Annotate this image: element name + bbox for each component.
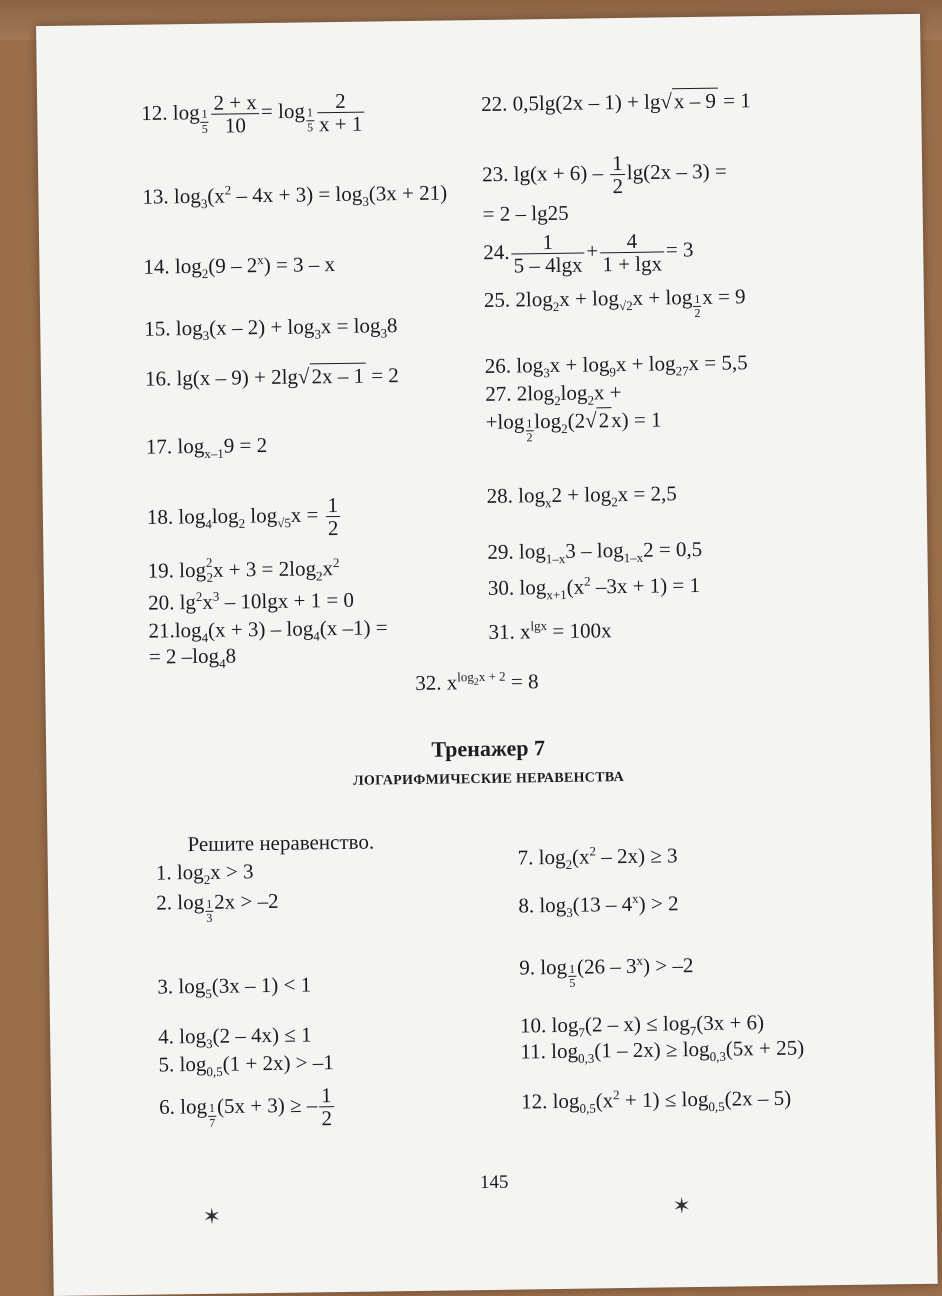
staple-mark-right: ✶ — [672, 1193, 692, 1219]
equation-28: 28. $\log_x2 + \log_2x = 2,5$ — [486, 481, 677, 511]
equation-27-continued: +log $\frac{1}{2}$ $\log_2(2√2x) = 1$ — [485, 407, 662, 445]
equation-16: 16. lg(x – 9) + 2lg√2x – 1 = 2 — [144, 363, 399, 391]
inequality-1: 1. $\log_2x > 3$ — [155, 859, 254, 888]
equation-26: 26. $\log_3x + \log_9x + \log_{27}x = 5,5$ — [484, 350, 748, 381]
equation-31: 31. $x^{lgx} = 100x$ — [488, 618, 612, 644]
inequality-9: 9. log $\frac{1}{5}$ $(26 - 3^x) > -2$ — [519, 952, 694, 991]
inequality-8: 8. $\log_3(13 - 4^x) > 2$ — [518, 890, 679, 921]
equation-21-continued: = 2 $-\log_48$ — [148, 643, 237, 671]
inequality-10: 10. $\log_7(2 - x) \le \log_7(3x + 6)$ — [519, 1010, 765, 1040]
equation-17: 17. $\log_{x-1}9 = 2$ — [145, 432, 268, 462]
staple-mark-left: ✶ — [202, 1203, 222, 1229]
inequality-3: 3. $\log_5(3x - 1) < 1$ — [157, 972, 312, 1002]
equation-32: 32. $x^{log_2x + 2} = 8$ — [415, 668, 539, 695]
equation-21: $21.\log_4(x + 3) - \log_4(x$ –1) = — [148, 615, 388, 646]
inequality-11: 11. $\log_{0,3}(1 - 2x) \ge \log_{0,3}(5x + 25)$ — [520, 1035, 805, 1066]
section-title: Тренажер 7 — [431, 735, 546, 762]
equation-12: 12. log $\frac{1}{5}$ $\frac{2 + x}{10}$ = log $\frac{1}{5}$ $\frac{2}{x + 1}$ — [141, 88, 363, 138]
inequality-4: 4. $\log_3(2 - 4x) \le 1$ — [157, 1022, 312, 1052]
equation-30: 30. $\log_{x+1}(x^2$ –3x + 1) = 1 — [487, 572, 701, 603]
equation-29: 29. $\log_{1-x}3 - \log_{1-x}2 = 0,5$ — [487, 536, 703, 567]
inequality-12: 12. $\log_{0,5}(x^2 + 1) \le \log_{0,5}(2x - 5)$ — [520, 1085, 792, 1116]
inequality-6: 6. log $\frac{1}{7}$ (5x + 3) ≥ – $\frac{1}{2}$ — [158, 1083, 333, 1131]
equation-25: 25. $2\log_2x + \log_{√2}x + \log$ $\frac{1}{2}$ x = 9 — [483, 284, 746, 321]
instruction: Решите неравенство. — [187, 829, 375, 857]
equation-14: 14. $\log_2(9 - 2^x) = 3 - x$ — [143, 252, 336, 282]
textbook-page — [36, 14, 938, 1296]
equation-19: 19. $\log^2_2x + 3 = 2\log_2x^2$ — [147, 554, 340, 586]
equation-24: 24. $\frac{1}{5 - 4\lg x}$ + $\frac{4}{1 + \lg x}$ = 3 — [483, 228, 694, 278]
equation-15: 15. $\log_3(x - 2) + \log_3x = \log_38$ — [144, 313, 398, 344]
section-subtitle: ЛОГАРИФМИЧЕСКИЕ НЕРАВЕНСТВА — [353, 770, 625, 789]
equation-13: 13. $\log_3(x^2 - 4x + 3) = \log_3(3x + 21)$ — [142, 180, 448, 212]
equation-27: 27. $2\log_2\log_2x$ + — [485, 380, 622, 409]
page-number: 145 — [479, 1171, 509, 1194]
equation-23: 23. lg(x + 6) – $\frac{1}{2}$ lg(2x – 3) = — [481, 150, 727, 199]
inequality-7: 7. $\log_2(x^2 - 2x) \ge 3$ — [517, 843, 678, 873]
equation-23-continued: = 2 – lg25 — [482, 200, 569, 226]
equation-22: 22. 0,5lg(2x – 1) + lg√x – 9 = 1 — [481, 88, 751, 116]
inequality-2: 2. log $\frac{1}{3}$ 2x > –2 — [156, 888, 279, 926]
equation-20: 20. $\lg^2x^3 - 10\lg x + 1 = 0$ — [147, 587, 355, 615]
equation-18: 18. $\log_4\log_2$ $\log_{√5}x$ = $\frac{1}{2}$ — [146, 493, 339, 541]
inequality-5: 5. $\log_{0,5}(1 + 2x) > -1$ — [158, 1050, 334, 1080]
